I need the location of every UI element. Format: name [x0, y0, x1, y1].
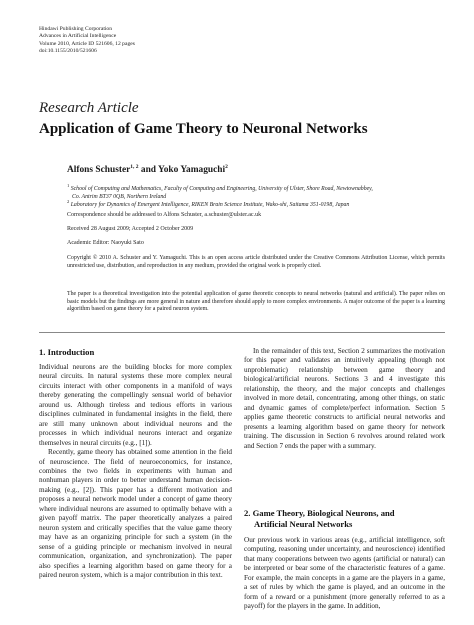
section-heading: 1. Introduction — [39, 347, 95, 357]
right-column — [244, 347, 445, 451]
author-conjunction: and — [138, 165, 159, 176]
author-name: Alfons Schuster — [67, 165, 131, 176]
affil-text: Laboratory for Dynamics of Emergent Intelligence, RIKEN Brain Science Institute, Wako-shi, Saitama 351-0198, Japan — [70, 201, 350, 208]
copyright-notice: Copyright © 2010 A. Schuster and Y. Yamaguchi. This is an open access article distributed under the Creative Commons Attribution License, which permits unrestricted use, distribution, and reproduction in any medium, provided the original work is properly cited. — [67, 255, 445, 269]
article-type: Research Article — [39, 100, 139, 116]
divider — [39, 332, 445, 333]
academic-editor: Academic Editor: Naoyuki Sato — [67, 240, 144, 246]
heading-line: Artificial Neural Networks — [254, 519, 353, 529]
affil-number: 2 — [67, 199, 70, 204]
affil-text: School of Computing and Mathematics, Faculty of Computing and Engineering, University of Ulster, Shore Road, Newtownabbey, — [70, 185, 373, 192]
paragraph: In the remainder of this text, Section 2 summarizes the motivation for this paper and validates an intuitively appealing (though not unproblematic) relationship between game theory and biological/artificial neurons. Sections 3 and 4 investigate this relationship, the theory, and the major concepts and challenges involved in more detail, concentrating, among other things, on static and dynamic games of complete/perfect information. Section 5 applies game theoretic constructs to artificial neural networks and presents a learning algorithm based on game theory for network training. The discussion in Section 6 revolves around related work and Section 7 ends the paper with a summary. — [244, 347, 445, 450]
journal-header — [39, 26, 135, 56]
author-affil-mark: 1, 2 — [130, 164, 139, 170]
paragraph: Individual neurons are the building blocks for more complex neural circuits. In natural systems these more complex neural circuits interact with other components in a manifold of ways thereby generating the compellingly sensual world of behavior around us. Although tireless and tedious efforts in various disciplines culminated in fundamental insights in the field, there are still many unknown about individual neurons and the processes in which individual neurons interact and organize themselves in neural circuits (e.g., [1]). — [39, 363, 232, 447]
affiliation-2 — [67, 198, 447, 210]
author-affil-mark: 2 — [225, 164, 228, 170]
left-column — [39, 363, 232, 580]
publisher: Hindawi Publishing Corporation — [39, 26, 113, 32]
volume-info: Volume 2010, Article ID 521606, 12 pages — [39, 40, 135, 47]
paragraph: Recently, game theory has obtained some attention in the field of neuroscience. The field of neuroeconomics, for instance, combines the two fields in experiments with human and nonhuman players in order to better understand human decision-making (e.g., [2]). This paper has a different motivation and proposes a neural network model under a concept of game theory where individual neurons are assumed to optimally behave with a given payoff matrix. The paper theoretically analyzes a paired neuron system and critically specifies that the value game theory may have as an organizing principle for such a system (in the sense of a guiding principle or mechanism involved in neural communication, organization, and synchronization). The paper also specifies a learning algorithm based on game theory for a paired neuron system, which is a major contribution in this text. — [39, 448, 232, 579]
author-list — [67, 164, 228, 175]
heading-line: 2. Game Theory, Biological Neurons, and — [244, 508, 395, 518]
abstract: The paper is a theoretical investigation into the potential application of game theoretic concepts to neural networks (natural and artificial). The paper relies on basic models but the findings are more general in nature and therefore should apply to more complex environments. A major outcome of the paper is a learning algorithm based on game theory for a paired neuron system. — [67, 291, 445, 313]
doi: doi:10.1155/2010/521606 — [39, 48, 97, 55]
paper-title: Application of Game Theory to Neuronal Networks — [39, 121, 368, 137]
right-column-lower — [244, 536, 445, 612]
section-heading — [244, 508, 395, 530]
journal-name: Advances in Artificial Intelligence — [39, 33, 117, 40]
author-name: Yoko Yamaguchi — [158, 165, 226, 176]
dates: Received 28 August 2009; Accepted 2 October 2009 — [67, 226, 194, 232]
affil-text: Co. Antrim BT37 0QB, Northern Ireland — [72, 193, 167, 200]
correspondence: Correspondence should be addressed to Alfons Schuster, a.schuster@ulster.ac.uk — [67, 212, 262, 218]
affil-number: 1 — [67, 183, 70, 188]
paragraph: Our previous work in various areas (e.g., artificial intelligence, soft computing, reasoning under uncertainty, and neuroscience) identified that many cooperations between two agents (artificial or natural) can be interpreted or bear some of the characteristic features of a game. For example, the main concepts in a game are the players in a game, a set of rules by which the game is played, and an outcome in the form of a reward or a punishment (more generally referred to as a payoff) for the players in the game. In addition, — [244, 536, 445, 611]
